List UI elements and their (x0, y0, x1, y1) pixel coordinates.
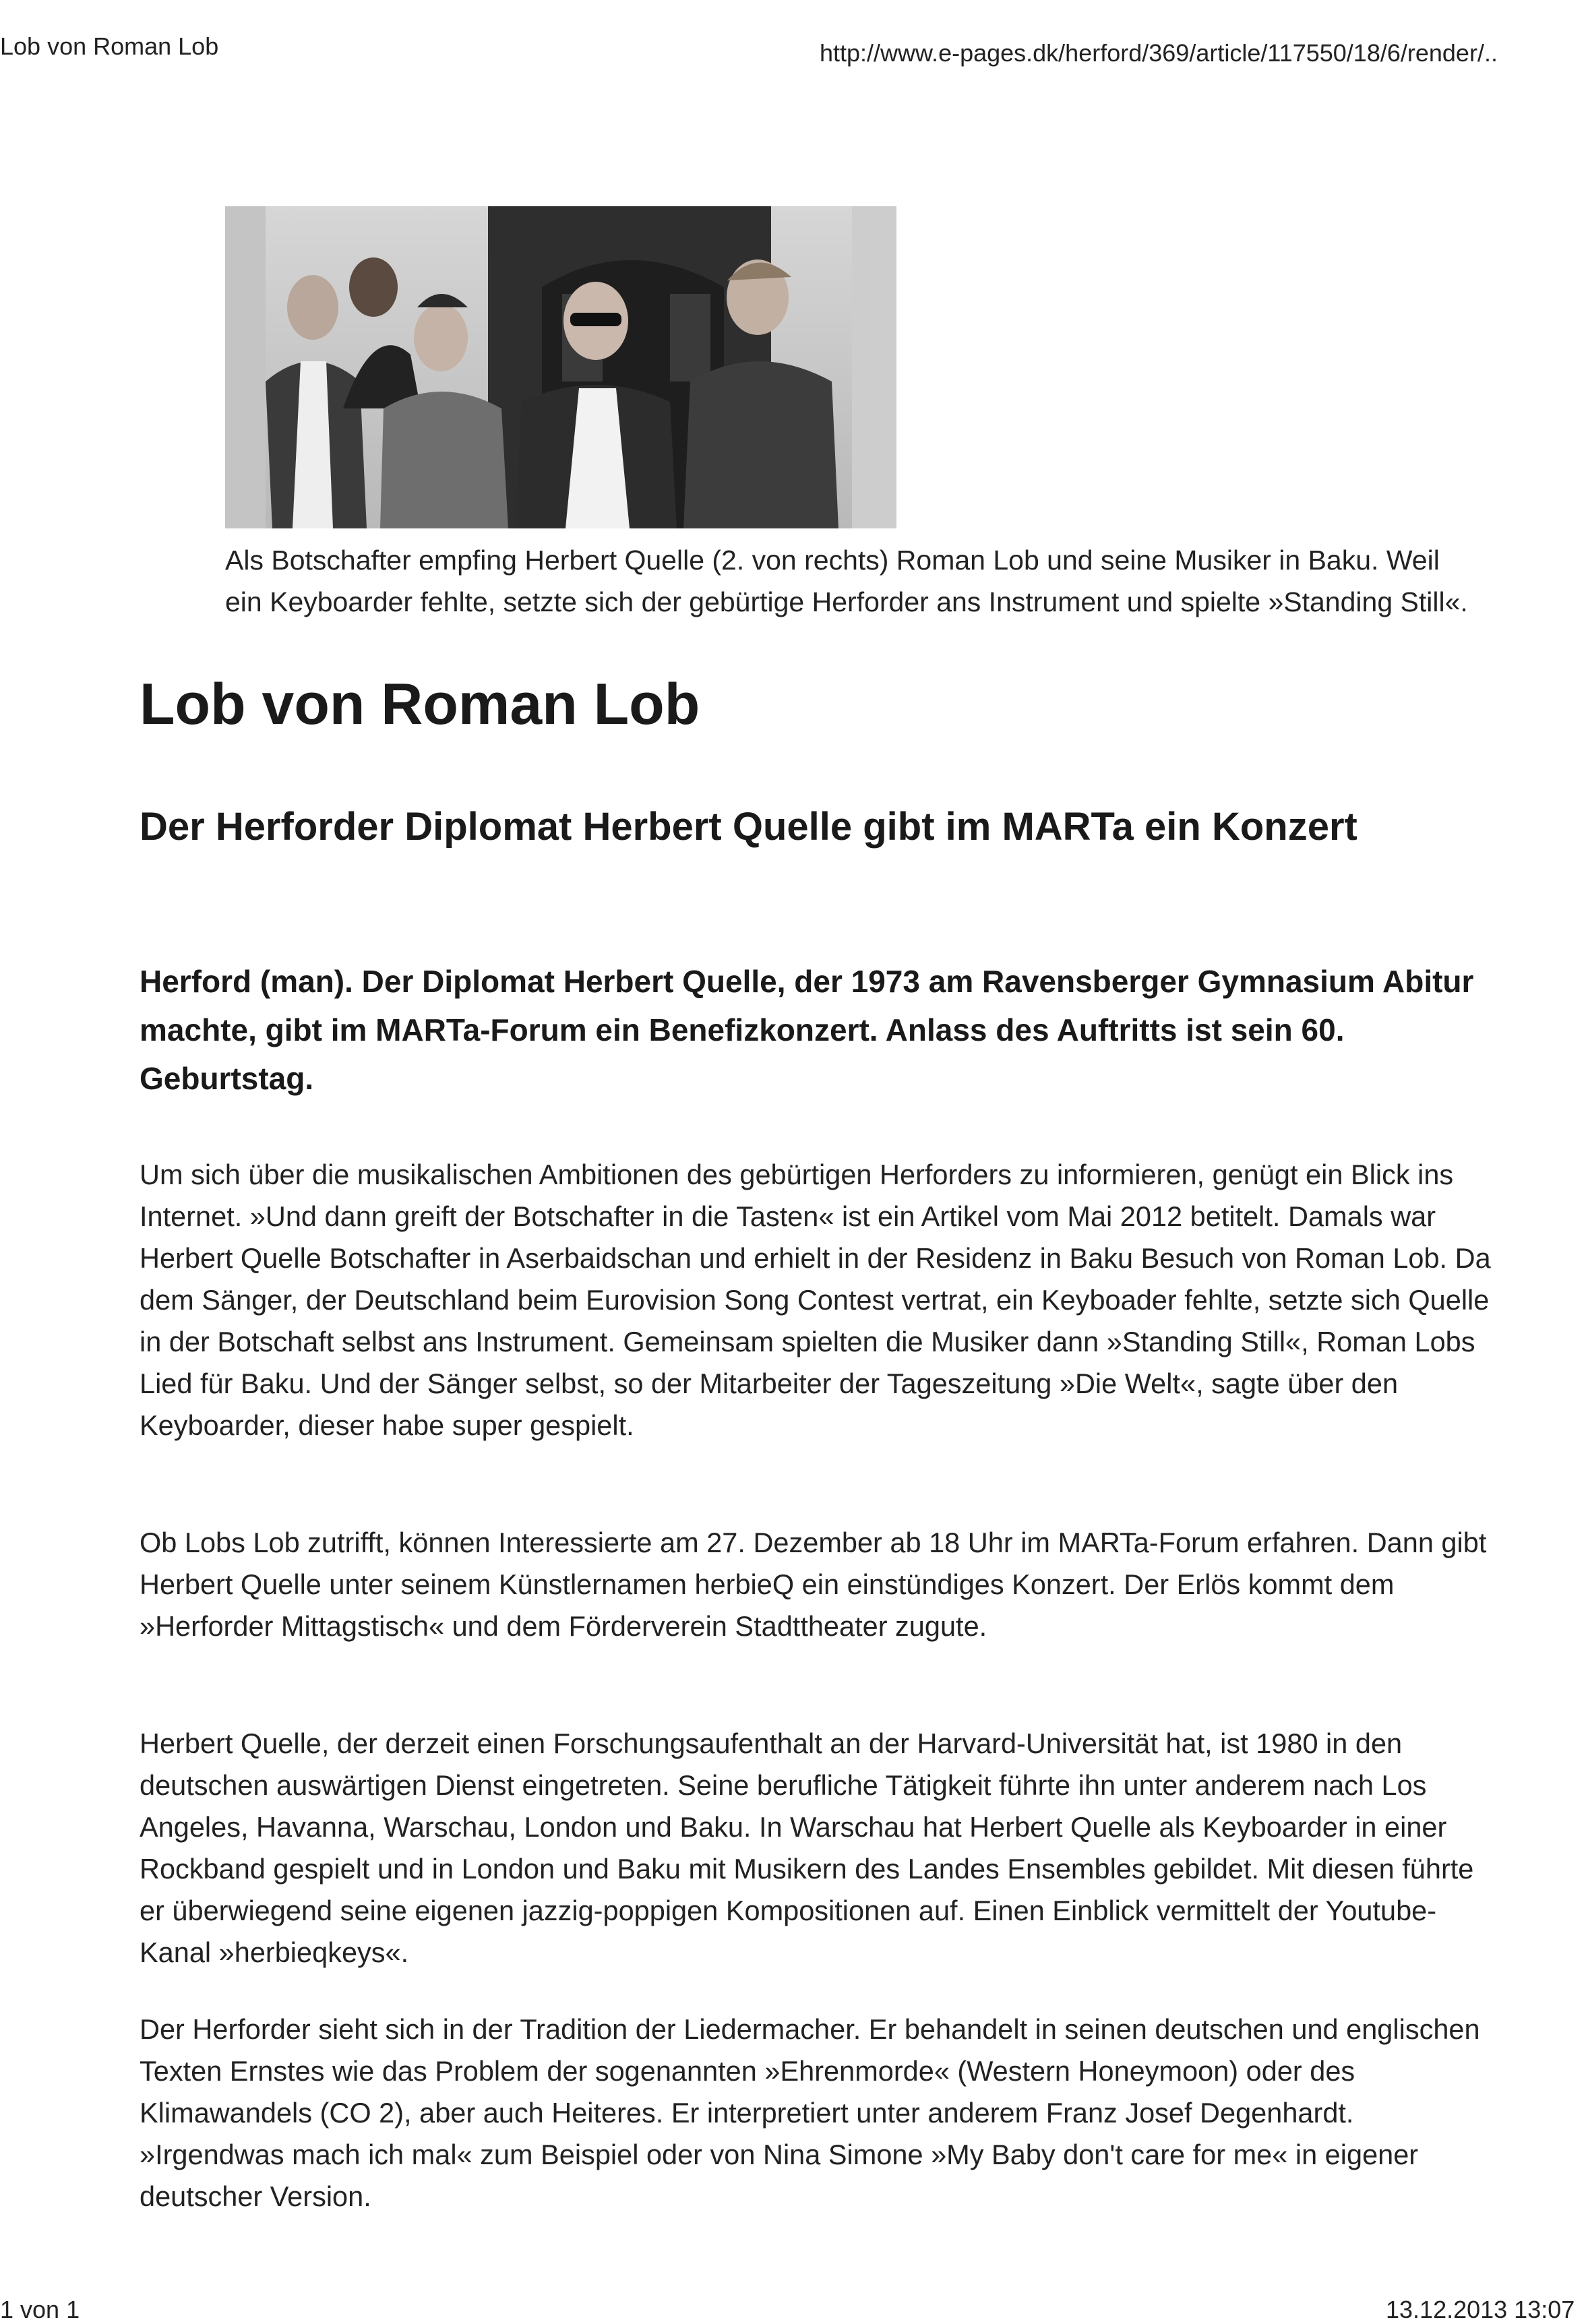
article-lead: Herford (man). Der Diplomat Herbert Quelle, der 1973 am Ravensberger Gymnasium Abitur machte, gibt im MARTa-Forum ein Benefizkonzert. Anlass des Auftritts ist sein 60. Geburtstag. (140, 964, 1474, 1096)
article-photo (225, 206, 896, 528)
print-footer-timestamp: 13.12.2013 13:07 (1386, 2296, 1575, 2323)
article-paragraph: Um sich über die musikalischen Ambitionen des gebürtigen Herforders zu informieren, genügt ein Blick ins Internet. »Und dann greift der Botschafter in die Tasten« ist ein Artikel vom Mai 2012 betitelt. Damals war Herbert Quelle Botschafter in Aserbaidschan und erhielt in der Residenz in Baku Besuch von Roman Lob. Da dem Sänger, der Deutschland beim Eurovision Song Contest vertrat, ein Keyboader fehlte, setzte sich Quelle in der Botschaft selbst ans Instrument. Gemeinsam spielten die Musiker dann »Standing Still«, Roman Lobs Lied für Baku. Und der Sänger selbst, so der Mitarbeiter der Tageszeitung »Die Welt«, sagte über den Keyboarder, dieser habe super gespielt. (140, 1159, 1491, 1441)
print-header-url: http://www.e-pages.dk/herford/369/article/117550/18/6/render/.. (820, 39, 1498, 67)
article-paragraph: Der Herforder sieht sich in der Tradition der Liedermacher. Er behandelt in seinen deutschen und englischen Texten Ernstes wie das Problem der sogenannten »Ehrenmorde« (Western Honeymoon) oder des Klimawandels (CO 2), aber auch Heiteres. Er interpretiert unter anderem Franz Josef Degenhardt. »Irgendwas mach ich mal« zum Beispiel oder von Nina Simone »My Baby don't care for me« in eigener deutscher Version. (140, 2013, 1480, 2212)
photo-caption: Als Botschafter empfing Herbert Quelle (2. von rechts) Roman Lob und seine Musiker in Baku. Weil ein Keyboarder fehlte, setzte sich der gebürtige Herforder ans Instrument und spielte »Standing Still«. (225, 545, 1468, 617)
print-footer-page: 1 von 1 (0, 2296, 80, 2323)
print-header-title: Lob von Roman Lob (0, 32, 219, 60)
article-paragraph: Ob Lobs Lob zutrifft, können Interessierte am 27. Dezember ab 18 Uhr im MARTa-Forum erfahren. Dann gibt Herbert Quelle unter seinem Künstlernamen herbieQ ein einstündiges Konzert. Der Erlös kommt dem »Herforder Mittagstisch« und dem Förderverein Stadttheater zugute. (140, 1527, 1487, 1642)
article-paragraph: Herbert Quelle, der derzeit einen Forschungsaufenthalt an der Harvard-Universität hat, ist 1980 in den deutschen auswärtigen Dienst eingetreten. Seine berufliche Tätigkeit führte ihn unter anderem nach Los Angeles, Havanna, Warschau, London und Baku. In Warschau hat Herbert Quelle als Keyboarder in einer Rockband gespielt und in London und Baku mit Musikern des Landes Ensembles gebildet. Mit diesen führte er überwiegend seine eigenen jazzig-poppigen Kompositionen auf. Einen Einblick vermittelt der Youtube-Kanal »herbieqkeys«. (140, 1727, 1474, 1968)
article-title: Lob von Roman Lob (140, 672, 700, 737)
article-subtitle: Der Herforder Diplomat Herbert Quelle gibt im MARTa ein Konzert (140, 805, 1357, 849)
band-photo-icon (225, 206, 896, 528)
